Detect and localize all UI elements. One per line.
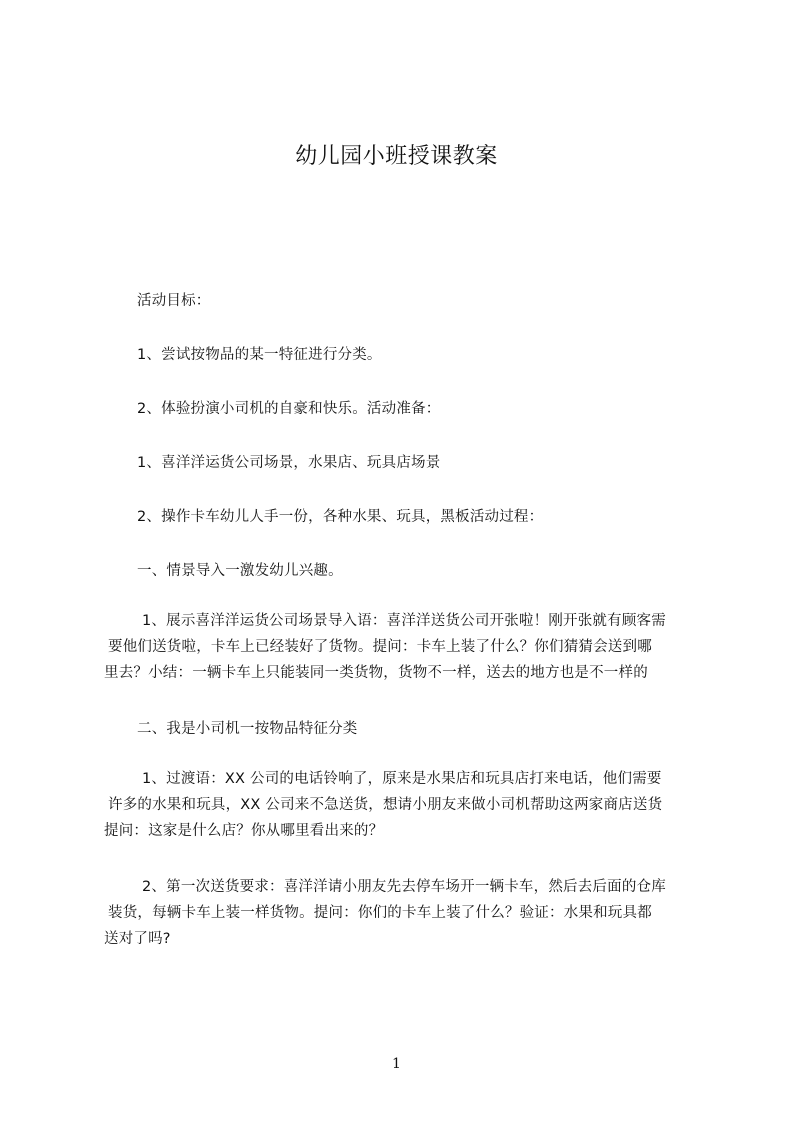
paragraph-line: 2、第一次送货要求：喜洋洋请小朋友先去停车场开一辆卡车，然后去后面的仓库 — [142, 879, 666, 895]
paragraph-line: 要他们送货啦，卡车上已经装好了货物。提问：卡车上装了什么？你们猜猜会送到哪 — [108, 639, 652, 655]
paragraph-line: 1、过渡语：XX 公司的电话铃响了，原来是水果店和玩具店打来电话，他们需要 — [142, 771, 662, 787]
paragraph-line: 2、体验扮演小司机的自豪和快乐。活动准备： — [137, 401, 441, 417]
paragraph-line: 提问：这家是什么店？你从哪里看出来的？ — [104, 823, 384, 839]
document-title: 幼儿园小班授课教案 — [295, 144, 498, 169]
paragraph-line: 装货，每辆卡车上装一样货物。提问：你们的卡车上装了什么？验证：水果和玩具都 — [108, 905, 652, 921]
paragraph-line: 许多的水果和玩具，XX 公司来不急送货，想请小朋友来做小司机帮助这两家商店送货 — [108, 797, 663, 813]
paragraph-line: 送对了吗? — [104, 931, 171, 947]
paragraph-line: 里去？小结：一辆卡车上只能装同一类货物，货物不一样，送去的地方也是不一样的 — [104, 665, 648, 681]
paragraph-line: 1、尝试按物品的某一特征进行分类。 — [137, 347, 382, 363]
page-number: 1 — [392, 1056, 401, 1072]
paragraph-line: 2、操作卡车幼儿人手一份，各种水果、玩具，黑板活动过程： — [137, 509, 544, 525]
paragraph-line: 二、我是小司机一按物品特征分类 — [137, 721, 358, 737]
paragraph-line: 一、情景导入一激发幼儿兴趣。 — [137, 563, 343, 579]
paragraph-line: 1、展示喜洋洋运货公司场景导入语：喜洋洋送货公司开张啦！刚开张就有顾客需 — [142, 613, 666, 629]
paragraph-line: 活动目标： — [137, 293, 211, 309]
paragraph-line: 1、喜洋洋运货公司场景，水果店、玩具店场景 — [137, 455, 441, 471]
